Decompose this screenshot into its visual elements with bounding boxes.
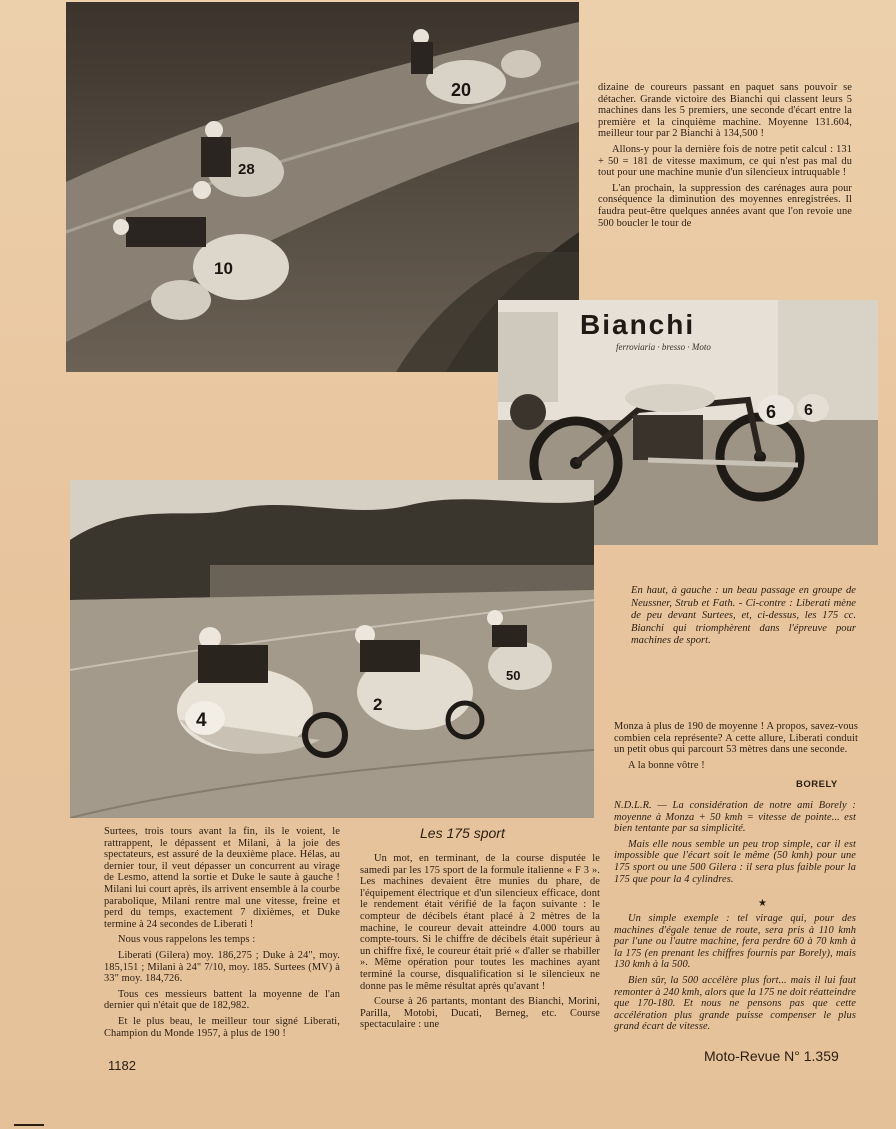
paragraph: Un mot, en terminant, de la course disputée le samedi par les 175 sport de la formule italienne « F 3 ». Les machines devaient être munies du phare, de l'équipement électrique et d'un silencieux efficace, dont le rendement était vérifié de la façon suivante : le compteur de décibels étant placé à 2 mètres de la machine, le coureur devait atteindre 4.000 tours au compte-tours. Si le chiffre de décibels était supérieur à un chiffre fixé, le coureur était prié « d'aller se rhabiller ». Même opération pour toutes les machines ayant terminé la course, disqualification si le silencieux ne donne pas le même résultat après qu'avant ! [360,853,600,992]
paragraph: A la bonne vôtre ! [628,759,705,771]
number-plate-50: 50 [506,668,521,683]
paragraph: Course à 26 partants, montant des Bianchi, Morini, Parilla, Motobi, Ducati, Berneg, etc. Course spectaculaire : une [360,996,600,1031]
number-plate-6: 6 [766,402,777,422]
paragraph: Surtees, trois tours avant la fin, ils le voient, le rattrappent, le dépassent et Milani, à la joie des spectateurs, est assuré de la deuxième place. Hélas, au dernier tour, il veut dépasser un concurrent au virage de Lesmo, attend la sortie et Duke le saute à gauche ! Milani lui court après, ils arrivent ensemble à la courbe parabolique, Milani rentre mal une vitesse, freine et perd du temps, exactement 7 dixièmes, et Duke termine à 24 secondes de Liberati ! [104,826,340,930]
star-separator: ★ [758,898,767,909]
photo-race-riders [70,480,594,818]
number-plate-20: 20 [451,80,472,100]
paragraph: Tous ces messieurs battent la moyenne de l'an dernier qui n'était que de 182,982. [104,988,340,1012]
number-plate-6b: 6 [804,402,813,419]
bianchi-sign: Bianchi [580,309,696,340]
photo-caption: En haut, à gauche : un beau passage en groupe de Neussner, Strub et Fath. - Ci-contre : Liberati mène de peu devant Surtees, et, ci-dessus, les 175 cc. Bianchi qui triomphèrent dans l'épreuve pour machines de sport. [631,585,856,647]
paragraph: dizaine de coureurs passant en paquet sans pouvoir se détacher. Grande victoire des Bianchi qui classent leurs 5 machines dans les 5 premiers, une seconde d'écart entre la première et la cinquième machine. Moyenne 131.604, meilleur tour par 2 Bianchi à 134,500 ! [598,82,852,140]
column-bottom-left [104,826,340,1043]
paragraph: Nous vous rappelons les temps : [118,934,256,946]
paragraph: Liberati (Gilera) moy. 186,275 ; Duke à 24", moy. 185,151 ; Milani à 24" 7/10, moy. 185. Surtees (MV) à 33" moy. 184,726. [104,949,340,985]
paragraph: Un simple exemple : tel virage qui, pour des machines d'égale tenue de route, sera pris à 110 kmh par l'une ou l'autre machine, fera perdre 60 à 70 kmh à la 175 (en prenant les chiffres fournis par Borely), mais 130 kmh à la 500. [614,913,856,971]
column-editor-note [614,800,856,889]
publication-footer: Moto-Revue N° 1.359 [704,1048,839,1064]
number-plate-10: 10 [214,259,233,278]
column-editor-note-continued [614,913,856,1037]
paragraph: Et le plus beau, le meilleur tour signé Liberati, Champion du Monde 1957, à plus de 190 ! [104,1015,340,1039]
paragraph: Mais elle nous semble un peu trop simple, car il est impossible que l'écart soit le même (50 kmh) pour une 175 sport ou une 500 Gilera : il sera plus faible pour la 175 que pour la 4 cylindres. [614,838,856,885]
section-heading: Les 175 sport [420,825,505,841]
column-top-right [598,82,852,233]
column-right-middle [614,721,858,775]
paragraph: N.D.L.R. — La considération de notre ami Borely : moyenne à Monza + 50 kmh = vitesse de pointe... est bien tentante par sa simplicité. [614,800,856,835]
paragraph: Allons-y pour la dernière fois de notre petit calcul : 131 + 50 = 181 de vitesse maximum, ce qui n'est pas mal du tout pour une machine munie d'un silencieux intruquable ! [598,143,852,179]
column-bottom-middle [360,853,600,1035]
author-signature: BORELY [796,779,838,790]
bianchi-sign-sub: ferroviaria · bresso · Moto [616,342,711,352]
paragraph: Monza à plus de 190 de moyenne ! A propos, savez-vous combien cela représente? A cette allure, Liberati conduit un petit obus qui parcourt 53 mètres dans une seconde. [614,721,858,756]
page-number: 1182 [108,1058,136,1073]
bottom-rule [14,1124,44,1126]
paragraph: L'an prochain, la suppression des carénages aura pour conséquence la diminution des moyennes enregistrées. Il faudra peut-être quelques années avant que l'on revoie une 500 boucler le tour de [598,182,852,229]
number-plate-4: 4 [196,710,207,731]
paragraph: Bien sûr, la 500 accélère plus fort... mais il lui faut remonter à 240 kmh, alors que la 175 ne doit réatteindre que 170-180. Et nous ne pensons pas que cette accélération plus grande puisse compenser le plus grand écart de vitesse. [614,974,856,1033]
number-plate-2: 2 [373,695,383,714]
number-plate-28: 28 [238,161,255,178]
